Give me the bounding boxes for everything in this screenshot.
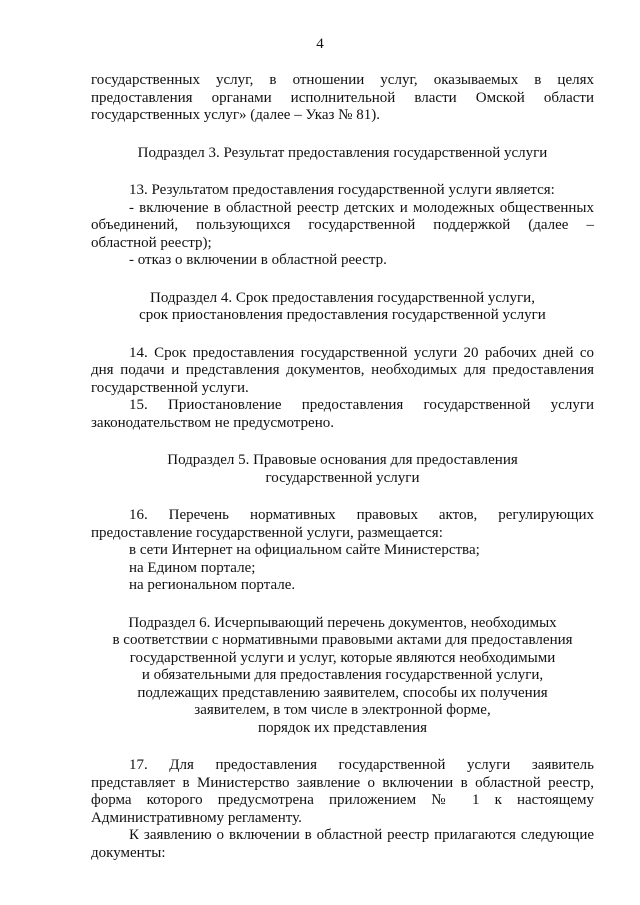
p17-line-1: 17. Для предоставления государственной услуги заявитель (129, 757, 594, 773)
subsection-6-heading-3: государственной услуги и услуг, которые являются необходимыми (129, 649, 556, 666)
p14-line-3: государственной услуги. (91, 379, 249, 396)
subsection-6-heading-5: подлежащих представлению заявителем, способы их получения (137, 684, 548, 701)
subsection-4-heading-1: Подраздел 4. Срок предоставления государственной услуги, (150, 289, 535, 306)
p13-line-2: - включение в областной реестр детских и молодежных общественных (129, 199, 594, 216)
p13-line-1: 13. Результатом предоставления государственной услуги является: (129, 182, 555, 198)
p13-line-4: областной реестр); (91, 234, 212, 251)
p17b-line-1: К заявлению о включении в областной реестр прилагаются следующие (129, 827, 594, 843)
p16-line-2: предоставление государственной услуги, размещается: (91, 524, 443, 541)
document-body (91, 72, 594, 862)
p15-line-1: 15. Приостановление предоставления государственной услуги (129, 397, 594, 413)
p14-line-2: дня подачи и представления документов, необходимых для предоставления (91, 362, 594, 378)
p17-line-3: форма которого предусмотрена приложением № 1 к настоящему (91, 792, 594, 808)
p16-line-1: 16. Перечень нормативных правовых актов, регулирующих (129, 507, 594, 523)
p17-line-2: представляет в Министерство заявление о включении в областной реестр, (91, 774, 594, 791)
subsection-6-heading-6: заявителем, в том числе в электронной форме, (194, 702, 491, 718)
intro-line-1: государственных услуг, в отношении услуг, оказываемых в целях (91, 72, 594, 88)
subsection-6-heading-4: и обязательными для предоставления государственной услуги, (141, 667, 544, 683)
subsection-6-heading-2: в соответствии с нормативными правовыми актами для предоставления (112, 632, 573, 648)
p13-line-3: объединений, пользующихся государственной поддержкой (далее – (91, 217, 594, 233)
subsection-5-heading-1: Подраздел 5. Правовые основания для предоставления (167, 452, 518, 468)
subsection-4-heading-2: срок приостановления предоставления государственной услуги (139, 307, 546, 323)
subsection-5-heading-2: государственной услуги (265, 469, 420, 486)
subsection-3-heading: Подраздел 3. Результат предоставления государственной услуги (137, 144, 548, 161)
p14-line-1: 14. Срок предоставления государственной услуги 20 рабочих дней со (129, 344, 594, 361)
subsection-6-heading-1: Подраздел 6. Исчерпывающий перечень документов, необходимых (128, 614, 557, 631)
p17-line-4: Административному регламенту. (91, 809, 302, 826)
p17b-line-2: документы: (91, 844, 166, 861)
intro-line-3: государственных услуг» (далее – Указ № 81). (91, 107, 380, 123)
p15-line-2: законодательством не предусмотрено. (91, 414, 334, 431)
intro-line-2: предоставления органами исполнительной власти Омской области (91, 89, 594, 106)
p13-line-5: - отказ о включении в областной реестр. (129, 252, 387, 268)
p16-item-2: на Едином портале; (129, 559, 256, 576)
p16-item-3: на региональном портале. (129, 577, 296, 593)
p16-item-1: в сети Интернет на официальном сайте Министерства; (129, 542, 480, 558)
subsection-6-heading-7: порядок их представления (257, 719, 428, 736)
page-number: 4 (316, 36, 324, 52)
